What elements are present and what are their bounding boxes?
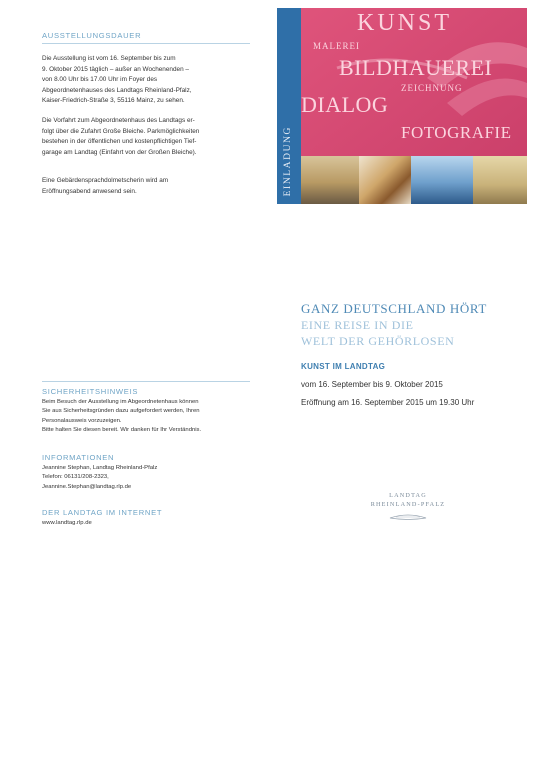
cover-word-malerei: MALEREI [313, 41, 360, 51]
contact-name: Jeannine Stephan, Landtag Rheinland-Pfalz [42, 465, 158, 471]
cover-photo-strip [301, 156, 527, 204]
section-title-security: SICHERHEITSHINWEIS [42, 387, 139, 396]
event-opening: Eröffnung am 16. September 2015 um 19.30 Uhr [301, 398, 475, 407]
logo-line1: LANDTAG [389, 492, 427, 499]
security-text: Beim Besuch der Ausstellung im Abgeordnetenhaus können Sie aus Sicherheitsgründen dazu aufgefordert werden, Ihren Personalausweis vorzuzeigen. Bitte halten Sie diesen bereit. Wir danken für Ihr Verständnis. [42, 399, 202, 434]
cover-word-kunst: KUNST [357, 10, 453, 36]
exhibition-subtitle-line2: WELT DER GEHÖRLOSEN [301, 334, 455, 348]
photo-sculpture [359, 156, 411, 204]
invitation-strip [277, 8, 301, 204]
section-title-internet: DER LANDTAG IM INTERNET [42, 508, 163, 517]
section-title-duration: AUSSTELLUNGSDAUER [42, 31, 142, 40]
paragraph-dates: Die Ausstellung ist vom 16. September bis zum 9. Oktober 2015 täglich – außer an Wochenenden – von 8.00 Uhr bis 17.00 Uhr im Foyer des Abgeordnetenhauses des Landtags Rheinland-Pfalz, Kaiser-Friedrich-Straße 3, 55116 Mainz, zu sehen. [42, 55, 192, 105]
website-link[interactable]: www.landtag.rlp.de [42, 520, 92, 526]
landtag-logo [355, 492, 461, 521]
paragraph-interpreter: Eine Gebärdensprachdolmetscherin wird am Eröffnungsabend anwesend sein. [42, 177, 169, 195]
section-title-info: INFORMATIONEN [42, 453, 115, 462]
logo-line2: RHEINLAND-PFALZ [370, 500, 446, 508]
duration-text [42, 54, 262, 207]
cover-word-zeichnung: ZEICHNUNG [401, 83, 463, 93]
photo-people [411, 156, 473, 204]
event-name: KUNST IM LANDTAG [301, 362, 386, 371]
cover-word-fotografie: FOTOGRAFIE [401, 123, 512, 142]
divider [42, 43, 250, 44]
invitation-label: EINLADUNG [283, 125, 293, 196]
photo-hall [473, 156, 527, 204]
cover-image [277, 8, 527, 204]
contact-phone: Telefon: 06131/208-2323, [42, 474, 109, 481]
contact-email-link[interactable]: Jeannine.Stephan@landtag.rlp.de [42, 483, 132, 490]
logo-emblem-icon [388, 512, 428, 521]
event-dates: vom 16. September bis 9. Oktober 2015 [301, 380, 443, 389]
photo-building [301, 156, 359, 204]
divider [42, 381, 250, 382]
cover-word-dialog: DIALOG [301, 92, 389, 117]
exhibition-subtitle-line1: EINE REISE IN DIE [301, 318, 414, 332]
exhibition-title: GANZ DEUTSCHLAND HÖRT [301, 301, 487, 316]
paragraph-parking: Die Vorfahrt zum Abgeordnetenhaus des Landtags er- folgt über die Zufahrt Große Bleiche. Parkmöglichkeiten bestehen in der öffentlichen und kostenpflichtigen Tief- garage am Landtag (Einfahrt von der Großen Bleiche). [42, 116, 200, 156]
cover-word-bildhauerei: BILDHAUEREI [339, 55, 493, 80]
info-text [42, 464, 157, 492]
